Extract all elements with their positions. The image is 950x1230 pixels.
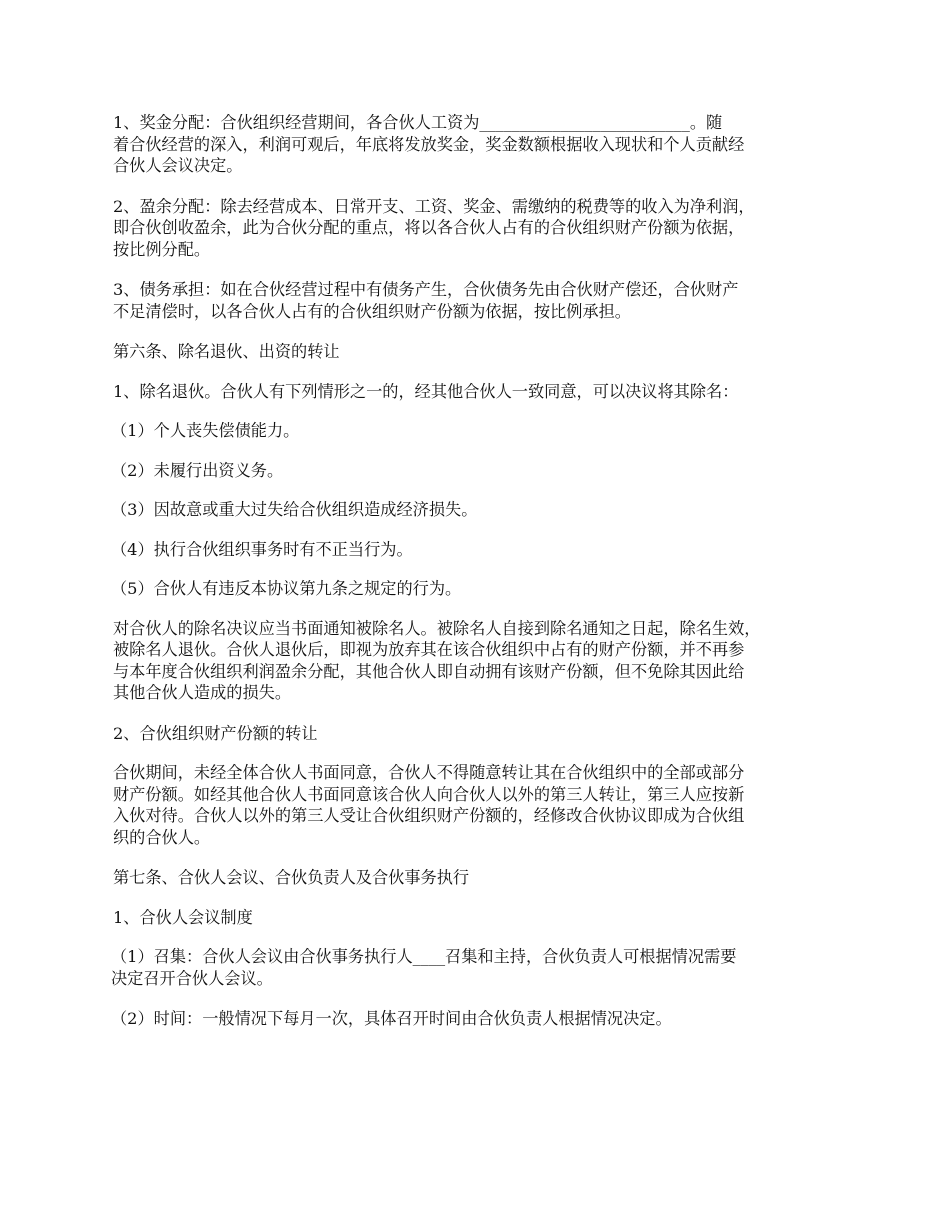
debt-bearing-paragraph: [113, 279, 845, 322]
list-item-text: （2）未履行出资义务。: [111, 460, 284, 480]
expulsion-paragraph: [113, 381, 845, 403]
paragraph-line: 着合伙经营的深入，利润可观后，年底将发放奖金，奖金数额根据收入现状和个人贡献经: [113, 134, 745, 154]
expulsion-item-4: [111, 539, 845, 561]
paragraph-line: 1、除名退伙。合伙人有下列情形之一的，经其他合伙人一致同意，可以决议将其除名：: [113, 381, 739, 401]
expulsion-item-5: [111, 578, 845, 600]
document-page: [113, 112, 845, 1049]
paragraph-line: （1）召集：合伙人会议由合伙事务执行人____召集和主持，合伙负责人可根据情况需要: [111, 947, 737, 966]
heading-line: 第六条、除名退伙、出资的转让: [113, 342, 340, 361]
paragraph-line: 其他合伙人造成的损失。: [113, 683, 292, 702]
paragraph-line: 3、债务承担：如在合伙经营过程中有债务产生，合伙债务先由合伙财产偿还，合伙财产: [113, 280, 739, 299]
paragraph-line: 对合伙人的除名决议应当书面通知被除名人。被除名人自接到除名通知之日起，除名生效，: [113, 618, 761, 638]
meeting-system-heading: [113, 907, 845, 929]
list-item-text: （1）个人丧失偿债能力。: [111, 421, 300, 440]
paragraph-line: 1、奖金分配：合伙组织经营期间，各合伙人工资为__________________________。随: [113, 113, 723, 132]
heading-line: 2、合伙组织财产份额的转让: [113, 723, 318, 743]
article-7-heading: [113, 867, 845, 889]
paragraph-line: 合伙期间，未经全体合伙人书面同意，合伙人不得随意转让其在合伙组织中的全部或部分: [113, 763, 745, 782]
list-item-text: （3）因故意或重大过失给合伙组织造成经济损失。: [111, 500, 478, 519]
share-transfer-paragraph: [113, 762, 845, 848]
paragraph-line: 2、盈余分配：除去经营成本、日常开支、工资、奖金、需缴纳的税费等的收入为净利润，: [113, 196, 755, 216]
expulsion-notice-paragraph: [113, 618, 845, 704]
paragraph-line: 财产份额。如经其他合伙人书面同意该合伙人向合伙人以外的第三人转让，第三人应按新: [113, 784, 745, 804]
expulsion-item-1: [111, 420, 845, 442]
paragraph-line: 决定召开合伙人会议。: [111, 968, 273, 988]
expulsion-item-3: [111, 499, 845, 521]
meeting-time-paragraph: [111, 1008, 845, 1030]
paragraph-line: 与本年度合伙组织利润盈余分配，其他合伙人即自动拥有该财产份额，但不免除其因此给: [113, 661, 745, 681]
article-6-heading: [113, 341, 845, 363]
paragraph-line: 入伙对待。合伙人以外的第三人受让合伙组织财产份额的，经修改合伙协议即成为合伙组: [113, 806, 745, 825]
paragraph-line: （2）时间：一般情况下每月一次，具体召开时间由合伙负责人根据情况决定。: [111, 1009, 672, 1028]
meeting-convene-paragraph: [111, 946, 845, 989]
heading-line: 第七条、合伙人会议、合伙负责人及合伙事务执行: [113, 868, 470, 887]
paragraph-line: 合伙人会议决定。: [113, 156, 243, 175]
paragraph-line: 不足清偿时，以各合伙人占有的合伙组织财产份额为依据，按比例承担。: [113, 301, 631, 321]
paragraph-line: 织的合伙人。: [113, 827, 211, 847]
bonus-distribution-paragraph: [113, 112, 845, 177]
share-transfer-heading: [113, 723, 845, 745]
paragraph-line: 按比例分配。: [113, 239, 211, 259]
heading-line: 1、合伙人会议制度: [113, 907, 253, 927]
paragraph-line: 即合伙创收盈余，此为合伙分配的重点，将以各合伙人占有的合伙组织财产份额为依据，: [113, 218, 745, 237]
paragraph-line: 被除名人退伙。合伙人退伙后，即视为放弃其在该合伙组织中占有的财产份额，并不再参: [113, 640, 745, 659]
surplus-distribution-paragraph: [113, 196, 845, 261]
list-item-text: （4）执行合伙组织事务时有不正当行为。: [111, 539, 413, 559]
list-item-text: （5）合伙人有违反本协议第九条之规定的行为。: [111, 579, 462, 598]
expulsion-item-2: [111, 460, 845, 482]
